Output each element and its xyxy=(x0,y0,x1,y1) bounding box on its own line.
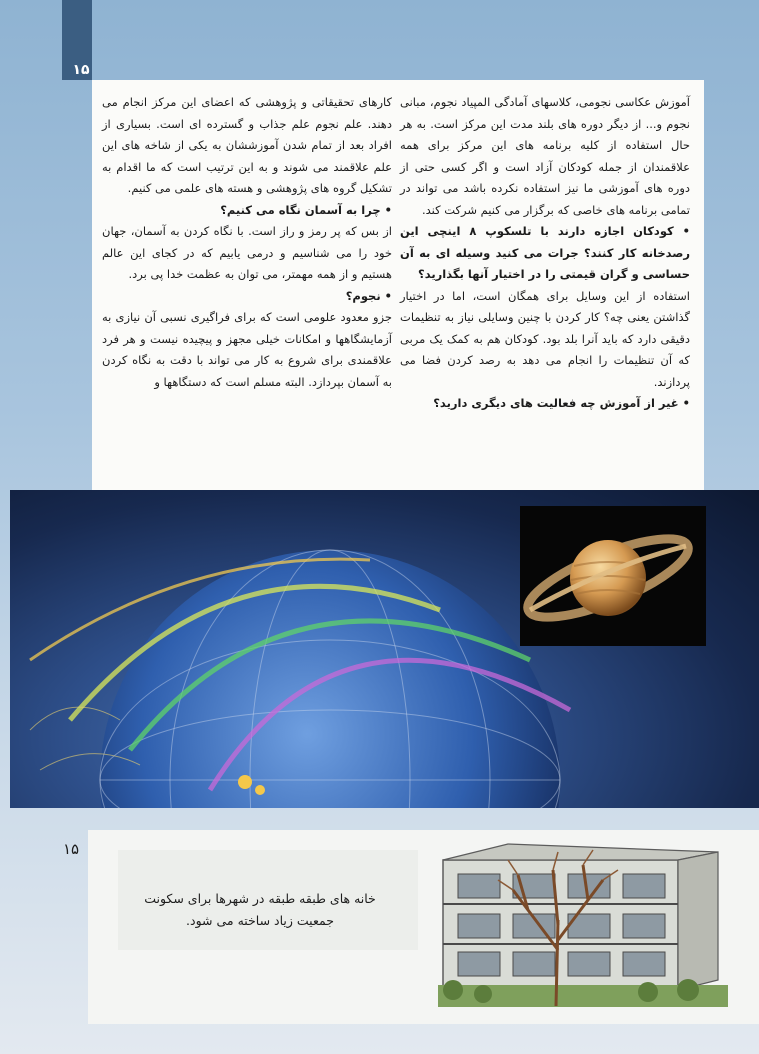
question-heading: • نجوم؟ xyxy=(345,288,392,303)
paragraph: آموزش عکاسی نجومی، کلاسهای آمادگی المپیاد نجوم، مبانی نجوم و... از دیگر دوره های بلند مدت این مرکز است. به هر حال استفاده از کلیه برنامه های این مرکز برای همه علاقمندان از جمله کودکان آزاد است و اگر کسی حتی از دوره های آموزشی ما نیز استفاده نکرده باشد می تواند در تمامی برنامه های خاصی که برگزار می کنیم شرکت کند. xyxy=(400,95,690,217)
paragraph: کارهای تحقیقاتی و پژوهشی که اعضای این مرکز انجام می دهند. علم نجوم علم جذاب و گسترده ای است. بسیاری از افراد بعد از تمام شدن آموزششان به یکی از شاخه های این علم علاقمند می شوند و به این ترتیب است که ما اقدام به تشکیل گروه های پژوهشی و هسته های علمی می کنیم. xyxy=(102,95,392,195)
paragraph: استفاده از این وسایل برای همگان است، اما در اختیار گذاشتن یعنی چه؟ کار کردن با چنین وسایلی نیاز به تنظیمات دقیقی دارد که باید آنرا بلد بود. کودکان هم به کمک یک مربی که آن تنظیمات را انجام می دهد به رصد کردن فضا می پردازند. xyxy=(400,288,690,389)
paragraph: جزو معدود علومی است که برای فراگیری نسبی آن نیازی به آزمایشگاهها و امکانات خیلی مجهز و پیچیده نیست و هر فرد علاقمندی برای شروع به کار می تواند با دقت به نگاه کردن به آسمان بپردازد. البته مسلم است که دستگاهها و xyxy=(102,310,392,389)
question-heading: • غیر از آموزش چه فعالیت های دیگری دارید؟ xyxy=(433,396,690,410)
question-heading: • کودکان اجازه دارند با تلسکوپ ۸ اینچی این رصدخانه کار کنند؟ جرات می کنید وسیله ای به آن حساسی و گران قیمتی را در اختیار آنها بگذارید؟ xyxy=(400,224,690,281)
article-text-panel xyxy=(92,80,704,490)
right-column xyxy=(400,92,690,415)
image-caption: خانه های طبقه طبقه در شهرها برای سکونت جمعیت زیاد ساخته می شود. xyxy=(144,891,376,928)
paragraph: از بس که پر رمز و راز است. با نگاه کردن به آسمان، جهان خود را می شناسیم و درمی یابیم که در کجای این عالم هستیم و از همه مهمتر، می توان به عظمت خدا پی برد. xyxy=(102,224,392,281)
saturn-photo xyxy=(520,506,706,646)
apartment-building-illustration xyxy=(438,844,728,1007)
page-number-top: ۱۵ xyxy=(72,62,90,78)
left-column xyxy=(102,92,392,393)
question-heading: • چرا به آسمان نگاه می کنیم؟ xyxy=(220,202,392,217)
page-number-bottom: ۱۵ xyxy=(62,840,80,858)
